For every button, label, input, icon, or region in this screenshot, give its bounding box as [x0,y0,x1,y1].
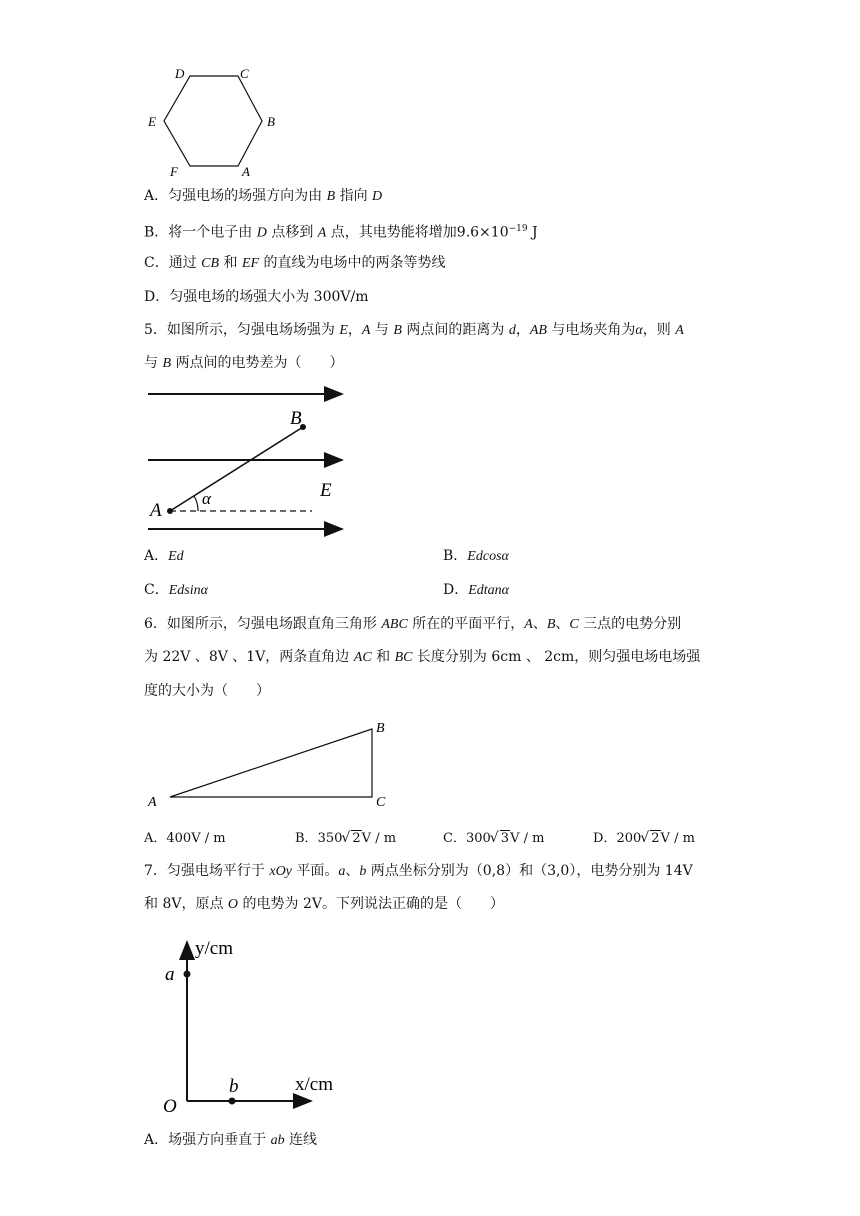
q5-field-figure [140,380,360,540]
hexagon-figure [140,60,290,180]
triangle-abc [170,729,372,797]
q5-stem-line2: 与 B 两点间的电势差为（ ） [144,355,344,371]
q5-option-a: A．Ed [144,548,184,564]
q6-stem-line1: 6．如图所示，匀强电场跟直角三角形 ABC 所在的平面平行，A、B、C 三点的电势分别 [144,616,682,632]
q4-option-d: D．匀强电场的场强大小为 300V/m [144,289,369,305]
point-a [167,508,173,514]
hex-label-d: D [175,66,185,81]
q6-triangle-figure [140,712,400,812]
q6-stem-line3: 度的大小为（ ） [144,683,270,699]
label-a: A [150,500,162,521]
point-b [229,1098,236,1105]
q4-option-c: C．通过 CB 和 EF 的直线为电场中的两条等势线 [144,255,446,271]
triangle-label-a: A [148,795,157,810]
q5-stem-line1: 5．如图所示，匀强电场场强为 E，A 与 B 两点间的距离为 d，AB 与电场夹角为α，则 A [144,322,684,338]
label-e: E [320,480,332,501]
segment-ab [170,427,303,511]
point-a [184,971,191,978]
hex-label-e: E [148,114,156,129]
y-axis-label: y/cm [195,938,233,959]
angle-arc [194,496,198,511]
q5-option-c: C．Edsinα [144,582,208,598]
triangle-label-c: C [376,795,386,810]
label-b: b [229,1076,239,1097]
q5-option-b: B．Edcosα [443,548,509,564]
q7-stem-line2: 和 8V，原点 O 的电势为 2V。下列说法正确的是（ ） [144,896,504,912]
q5-option-d: D．Edtanα [443,582,510,598]
label-b: B [290,408,302,429]
x-axis-label: x/cm [295,1074,333,1095]
label-alpha: α [202,489,211,508]
q7-option-a: A．场强方向垂直于 ab 连线 [144,1132,318,1148]
hex-label-b: B [267,114,275,129]
q7-axes-figure [155,930,355,1120]
q6-option-d: D．200√ 2V / m [593,829,695,849]
hex-label-f: F [170,164,178,179]
q6-option-c: C．300√ 3V / m [443,829,544,849]
q6-option-b: B．350√ 2V / m [295,829,396,849]
label-o: O [163,1096,177,1117]
q4-option-a: A．匀强电场的场强方向为由 B 指向 D [144,188,383,204]
hex-label-c: C [240,66,249,81]
q4-option-b: B．将一个电子由 D 点移到 A 点，其电势能将增加$9.6\times 10^{-19}$ J [144,224,538,241]
q6-option-a: A．400V / m [144,831,226,846]
q7-stem-line1: 7．匀强电场平行于 xOy 平面。a、b 两点坐标分别为（0,8）和（3,0），电势分别为 14V [144,863,693,879]
triangle-label-b: B [376,721,385,736]
label-a: a [165,964,175,985]
q6-stem-line2: 为 22V 、8V 、1V，两条直角边 AC 和 BC 长度分别为 6cm 、 2cm，则匀强电场电场强 [144,649,701,665]
hexagon-shape [164,76,262,166]
hex-label-a: A [242,164,250,179]
